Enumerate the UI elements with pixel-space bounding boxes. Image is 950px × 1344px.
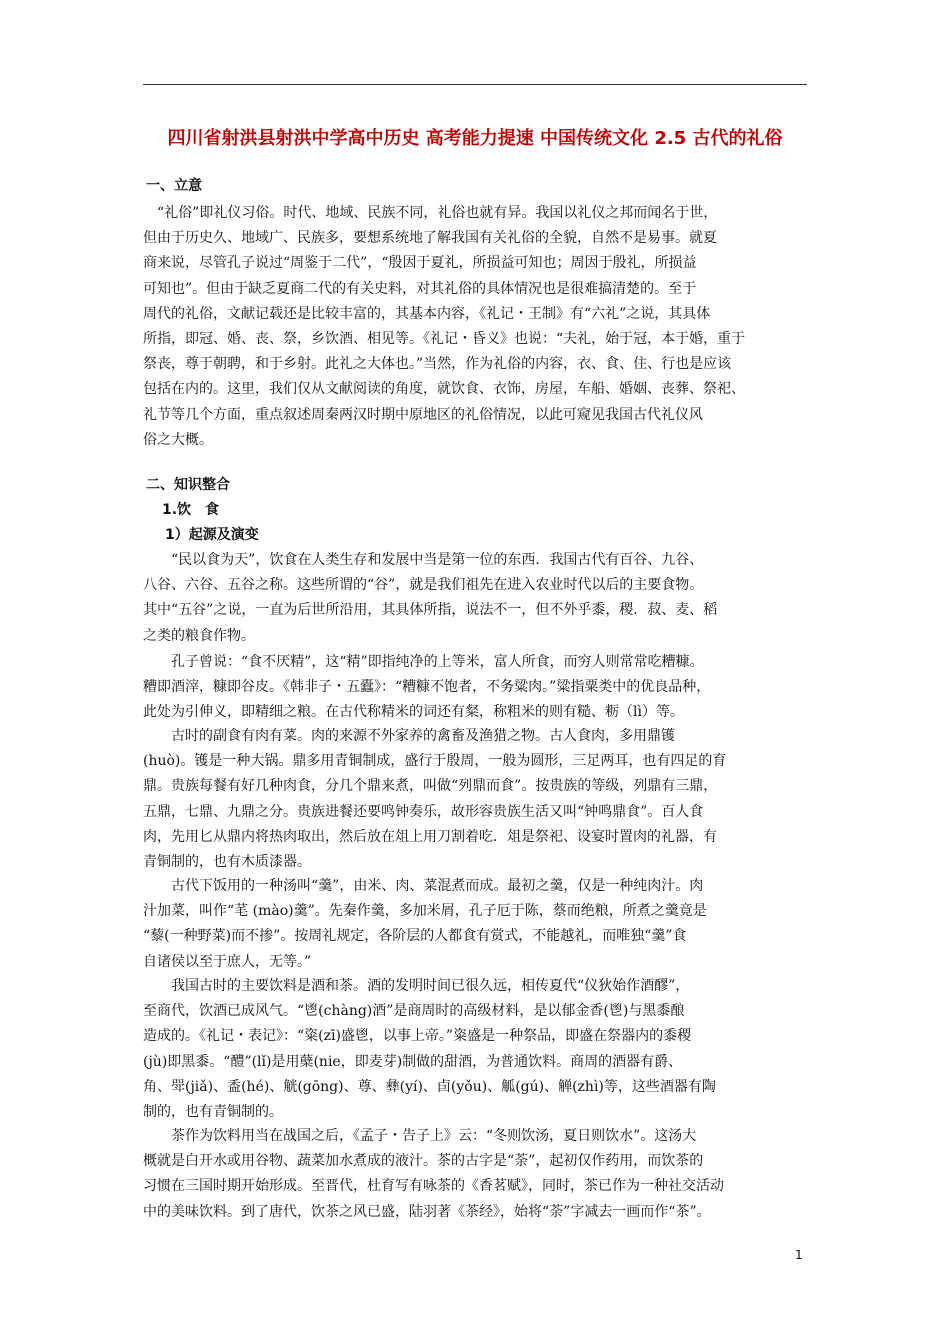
text-line: 制的，也有青铜制的。 bbox=[143, 1104, 283, 1121]
paragraph-fine-rice bbox=[143, 650, 807, 726]
text-line: (jù)即黑黍。“醴”(lǐ)是用蘖(nie，即麦芽)制做的甜酒，为普通饮料。商周的酒器有爵、 bbox=[143, 1053, 683, 1070]
text-line: “民以食为天”，饮食在人类生存和发展中当是第一位的东西．我国古代有百谷、九谷、 bbox=[143, 552, 704, 568]
text-line: 此处为引伸义，即精细之粮。在古代称精米的词还有粲，称粗米的则有糙、粝（lì）等。 bbox=[143, 704, 684, 721]
text-line: 之类的粮食作物。 bbox=[143, 627, 255, 644]
text-line: 其中“五谷”之说，一直为后世所沿用，其具体所指，说法不一，但不外乎黍，稷．菽、麦、稻 bbox=[143, 602, 718, 619]
text-line: 至商代，饮酒已成风气。“鬯(chàng)酒”是商周时的高级材料，是以郁金香(鬯)与黑黍酿 bbox=[143, 1003, 685, 1020]
section-heading-knowledge: 二、知识整合 bbox=[146, 477, 230, 493]
text-line: (huò)。镬是一种大锅。鼎多用青铜制成，盛行于殷周，一般为圆形，三足两耳，也有四足的育 bbox=[143, 753, 727, 770]
text-line: 造成的。《礼记・表记》：“粢(zī)盛鬯，以事上帝。”粢盛是一种祭品，即盛在祭器内的黍稷 bbox=[143, 1028, 692, 1045]
text-line: 孔子曾说：“食不厌精”，这“精”即指纯净的上等米，富人所食，而穷人则常常吃糟糠。 bbox=[143, 654, 704, 670]
text-line: 周代的礼俗，文献记载还是比较丰富的，其基本内容，《礼记・王制》有“六礼”之说，其具体 bbox=[143, 305, 711, 322]
text-line: 商来说，尽管孔子说过“周鉴于二代”，“殷因于夏礼，所损益可知也；周因于殷礼，所损益 bbox=[143, 255, 697, 272]
text-line: 肉，先用匕从鼎内将热肉取出，然后放在俎上用刀割着吃．俎是祭祀、设宴时置肉的礼器，有 bbox=[143, 828, 717, 845]
text-line: 八谷、六谷、五谷之称。这些所谓的“谷”，就是我们祖先在进入农业时代以后的主要食物。 bbox=[143, 577, 704, 594]
text-line: 古代下饭用的一种汤叫“羹”，由米、肉、菜混煮而成。最初之羹，仅是一种纯肉汁。肉 bbox=[143, 878, 704, 894]
text-line: 五鼎，七鼎、九鼎之分。贵族进餐还要鸣钟奏乐，故形容贵族生活又叫“钟鸣鼎食”。百人食 bbox=[143, 803, 704, 820]
text-line: “礼俗”即礼仪习俗。时代、地域、民族不同，礼俗也就有异。我国以礼仪之邦而闻名于世， bbox=[143, 205, 718, 221]
subsection-heading-food: 1.饮 食 bbox=[162, 502, 220, 518]
text-line: 汁加菜，叫作“芼 (mào)羹”。先秦作羹，多加米屑，孔子厄于陈，蔡而绝粮，所煮之羹竟是 bbox=[143, 903, 707, 920]
document-title: 四川省射洪县射洪中学高中历史 高考能力提速 中国传统文化 2.5 古代的礼俗 bbox=[167, 128, 783, 149]
text-line: 我国古时的主要饮料是酒和茶。酒的发明时间已很久远，相传夏代“仪狄始作酒醪”， bbox=[143, 978, 690, 994]
section-purpose-paragraph bbox=[143, 201, 807, 453]
text-line: 包括在内的。这里，我们仅从文献阅读的角度，就饮食、衣饰，房屋，车船、婚姻、丧葬、祭祀、 bbox=[143, 381, 745, 398]
text-line: 俗之大概。 bbox=[143, 431, 213, 448]
text-line: 糟即酒滓，糠即谷皮。《韩非子・五蠹》：“糟糠不饱者，不务粱肉。”粱指粟类中的优良品种， bbox=[143, 679, 711, 696]
paragraph-tea bbox=[143, 1124, 807, 1225]
text-line: 礼节等几个方面，重点叙述周秦两汉时期中原地区的礼俗情况，以此可窥见我国古代礼仪风 bbox=[143, 406, 703, 423]
text-line: 所指，即冠、婚、丧、祭，乡饮酒、相见等。《礼记・昏义》也说：“夫礼，始于冠，本于婚，重于 bbox=[143, 331, 746, 348]
section-heading-purpose: 一、立意 bbox=[146, 178, 202, 194]
text-line: 但由于历史久、地域广、民族多，要想系统地了解我国有关礼俗的全貌，自然不是易事。就夏 bbox=[143, 230, 717, 247]
text-line: 中的美味饮料。到了唐代，饮茶之风已盛，陆羽著《茶经》，始将“荼”字减去一画而作“茶”。 bbox=[143, 1203, 711, 1220]
text-line: 祭丧，尊于朝聘，和于乡射。此礼之大体也。”当然，作为礼俗的内容，衣、食、住、行也是应该 bbox=[143, 356, 732, 373]
paragraph-wine bbox=[143, 974, 807, 1125]
paragraph-soup bbox=[143, 874, 807, 975]
text-line: 可知也”。但由于缺乏夏商二代的有关史料，对其礼俗的具体情况也是很难搞清楚的。至于 bbox=[143, 280, 697, 297]
text-line: 习惯在三国时期开始形成。至晋代，杜育写有咏茶的《香茗赋》，同时，茶已作为一种社交活动 bbox=[143, 1178, 724, 1195]
subsubsection-heading-origin: 1）起源及演变 bbox=[165, 527, 259, 543]
text-line: 茶作为饮料用当在战国之后，《孟子・告子上》云：“冬则饮汤，夏日则饮水”。这汤大 bbox=[143, 1128, 697, 1144]
paragraph-side-dishes bbox=[143, 724, 807, 875]
text-line: 青铜制的，也有木质漆器。 bbox=[143, 854, 311, 871]
header-rule bbox=[143, 84, 807, 85]
text-line: 角、斝(jiǎ)、盉(hé)、觥(gōng)、尊、彝(yí)、卣(yǒu)、觚(gú)、觯(zhì)等，这些酒器有陶 bbox=[143, 1078, 716, 1095]
text-line: 鼎。贵族每餐有好几种肉食，分几个鼎来煮，叫做“列鼎而食”。按贵族的等级，列鼎有三鼎， bbox=[143, 778, 718, 795]
text-line: 自诸侯以至于庶人，无等。” bbox=[143, 953, 312, 970]
text-line: 古时的副食有肉有菜。肉的来源不外家养的禽畜及渔猎之物。古人食肉，多用鼎镬 bbox=[143, 728, 675, 744]
paragraph-grains bbox=[143, 548, 807, 649]
page-number: 1 bbox=[795, 1248, 803, 1262]
text-line: 概就是白开水或用谷物、蔬菜加水煮成的液汁。茶的古字是“荼”，起初仅作药用，而饮茶的 bbox=[143, 1153, 704, 1170]
text-line: “藜(一种野菜)而不掺”。按周礼规定，各阶层的人都食有赏式，不能越礼，而唯独“羹”食 bbox=[143, 928, 687, 945]
